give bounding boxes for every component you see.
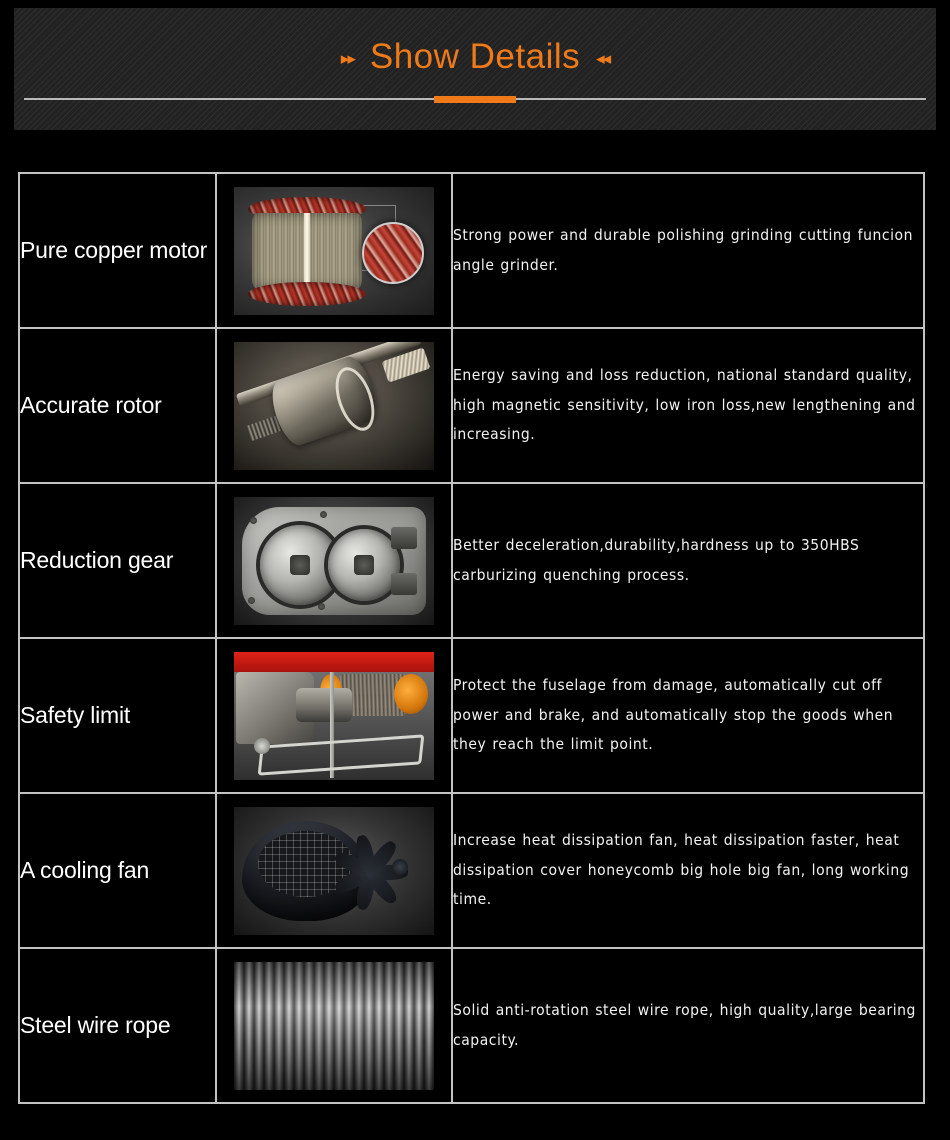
page-title: Show Details — [369, 37, 581, 76]
double-arrow-left-icon: ◂◂ — [596, 48, 610, 68]
stator-core — [252, 213, 362, 289]
gear-hub — [290, 555, 310, 575]
gear-small — [328, 529, 400, 601]
housing-bolt — [318, 603, 325, 610]
feature-description-cell — [452, 173, 924, 328]
table-row — [19, 793, 924, 948]
feature-description: Better deceleration,durability,hardness up to 350HBS carburizing quenching process. — [453, 536, 860, 584]
feature-image-cell — [216, 638, 452, 793]
feature-description-cell — [452, 328, 924, 483]
double-arrow-right-icon: ▸▸ — [340, 48, 354, 68]
feature-description: Strong power and durable polishing grinding cutting funcion angle grinder. — [453, 226, 914, 274]
housing-bolt — [320, 511, 327, 518]
safety-limit-photo — [234, 652, 434, 780]
show-details-banner — [14, 8, 936, 130]
feature-description-cell — [452, 483, 924, 638]
table-row — [19, 173, 924, 328]
steel-wire-rope-photo — [234, 962, 434, 1090]
housing-slot — [391, 527, 417, 549]
hoist-cylinder — [296, 688, 352, 722]
feature-description: Protect the fuselage from damage, automatically cut off power and brake, and automatically stop the goods when they reach the limit point. — [453, 676, 894, 754]
feature-image-cell — [216, 948, 452, 1103]
feature-image-cell — [216, 793, 452, 948]
hoist-red-body — [234, 652, 434, 672]
feature-label-cell — [19, 638, 216, 793]
feature-label: Steel wire rope — [20, 1011, 171, 1038]
feature-description: Increase heat dissipation fan, heat dissipation faster, heat dissipation cover honeycomb big hole big fan, long working time. — [453, 831, 910, 909]
feature-image-cell — [216, 173, 452, 328]
feature-label-cell — [19, 483, 216, 638]
cooling-fan-photo — [234, 807, 434, 935]
gear-hub — [354, 555, 374, 575]
limit-lever-pivot — [254, 738, 270, 754]
feature-label: Pure copper motor — [20, 236, 208, 263]
gearbox-housing — [242, 507, 426, 615]
feature-image-cell — [216, 328, 452, 483]
stator-zoom-callout — [362, 222, 424, 284]
rope-shading — [234, 962, 434, 1090]
feature-label-cell — [19, 793, 216, 948]
fan-hub — [392, 859, 408, 875]
feature-label-cell — [19, 328, 216, 483]
feature-label-cell — [19, 948, 216, 1103]
banner-divider-accent — [434, 96, 516, 103]
table-row — [19, 948, 924, 1103]
feature-label: Accurate rotor — [20, 391, 162, 418]
feature-description-cell — [452, 948, 924, 1103]
feature-description-cell — [452, 793, 924, 948]
banner-title-row — [14, 37, 936, 77]
feature-label: Safety limit — [20, 701, 131, 728]
table-row — [19, 328, 924, 483]
housing-bolt — [250, 517, 257, 524]
feature-label: Reduction gear — [20, 546, 174, 573]
feature-label: A cooling fan — [20, 856, 150, 883]
hoist-wheel — [394, 674, 428, 714]
product-details-table — [18, 172, 925, 1104]
feature-label-cell — [19, 173, 216, 328]
banner-inner — [14, 8, 936, 130]
accurate-rotor-photo — [234, 342, 434, 470]
housing-slot — [391, 573, 417, 595]
feature-image-cell — [216, 483, 452, 638]
pure-copper-motor-stator-photo — [234, 187, 434, 315]
stator-winding-bottom — [248, 282, 366, 306]
reduction-gear-photo — [234, 497, 434, 625]
feature-description-cell — [452, 638, 924, 793]
table-row — [19, 638, 924, 793]
housing-bolt — [248, 597, 255, 604]
feature-description: Energy saving and loss reduction, national standard quality, high magnetic sensitivity, low iron loss,new lengthening and increasing. — [453, 366, 916, 444]
feature-description: Solid anti-rotation steel wire rope, high quality,large bearing capacity. — [453, 1001, 916, 1049]
table-row — [19, 483, 924, 638]
